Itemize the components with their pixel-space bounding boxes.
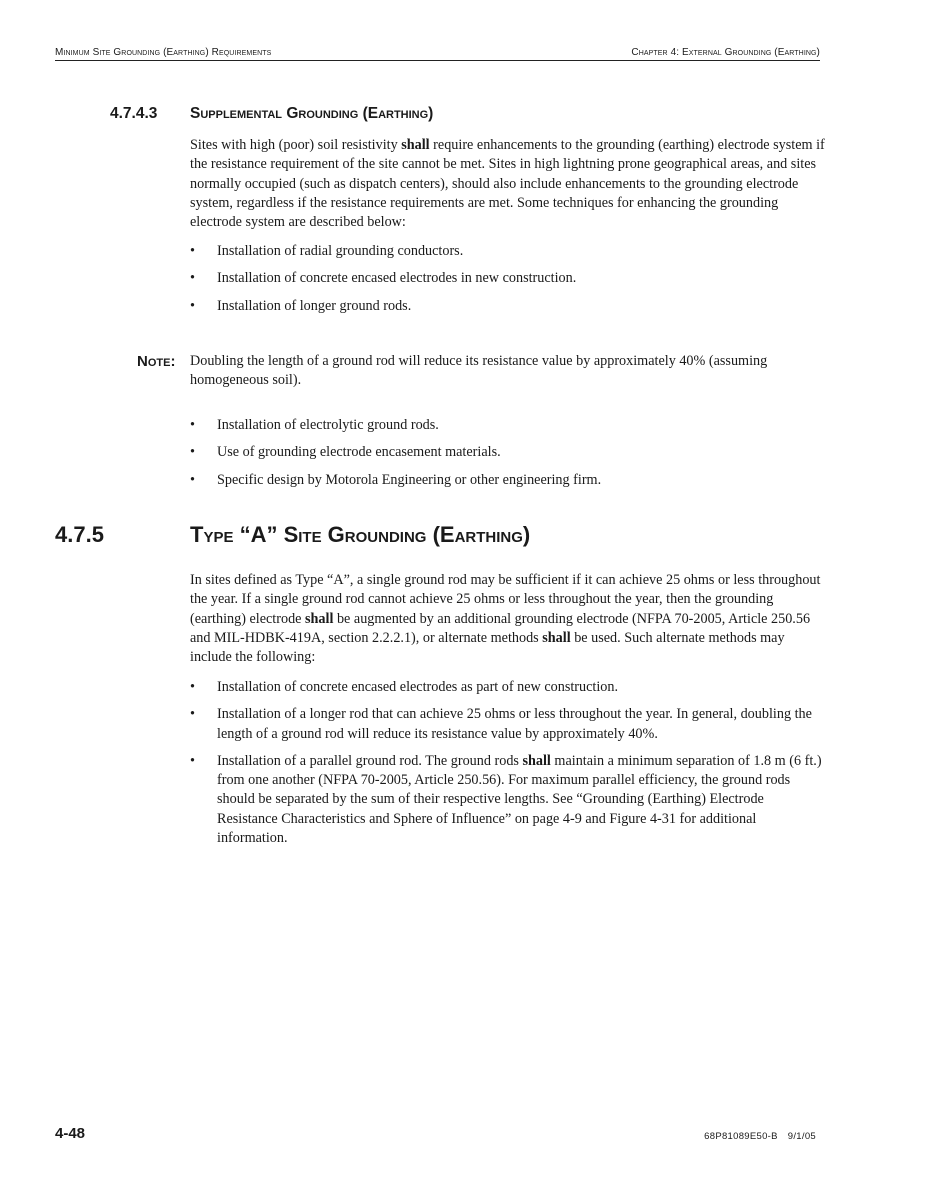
section-title: Supplemental Grounding (Earthing) bbox=[190, 105, 434, 122]
note-text: Doubling the length of a ground rod will reduce its resistance value by approximately 40% (assuming homogeneous soil). bbox=[190, 353, 768, 389]
doc-date: 9/1/05 bbox=[787, 1131, 816, 1142]
note-label: Note: bbox=[137, 353, 176, 370]
header-left-title: Minimum Site Grounding (Earthing) Requirements bbox=[55, 47, 272, 58]
section-number: 4.7.4.3 bbox=[110, 105, 158, 122]
supplemental-bullet-list-a bbox=[190, 242, 825, 316]
section-number: 4.7.5 bbox=[55, 522, 104, 547]
list-item: • Installation of longer ground rods. bbox=[190, 297, 825, 316]
supplemental-intro-paragraph: Sites with high (poor) soil resistivity shall require enhancements to the grounding (earthing) electrode system if the resistance requirement of the site cannot be met. Sites in high lightning prone geographical areas, and sites normally occupied (such as dispatch centers), should also include enhancements to the grounding electrode system, regardless if the resistance requirements are met. Some techniques for enhancing the grounding electrode system are described below: bbox=[190, 137, 825, 231]
section-heading-4-7-4-3 bbox=[110, 105, 830, 123]
type-a-bullet-list bbox=[190, 678, 825, 848]
list-item: • Specific design by Motorola Engineering or other engineering firm. bbox=[190, 471, 825, 490]
list-item: • Installation of a longer rod that can achieve 25 ohms or less throughout the year. In general, doubling the length of a ground rod will reduce its resistance value by approximately 40%. bbox=[190, 705, 825, 744]
type-a-intro-paragraph: In sites defined as Type “A”, a single ground rod may be sufficient if it can achieve 25 ohms or less throughout the year. If a single ground rod cannot achieve 25 ohms or less throughout the year, then the grounding (earthing) electrode shall be augmented by an additional grounding electrode (NFPA 70-2005, Article 250.56 and MIL-HDBK-419A, section 2.2.2.1), or alternate methods shall be used. Such alternate methods may include the following: bbox=[190, 572, 821, 666]
list-item: • Installation of concrete encased electrodes as part of new construction. bbox=[190, 678, 825, 697]
list-item: • Use of grounding electrode encasement materials. bbox=[190, 443, 825, 462]
section-title: Type “A” Site Grounding (Earthing) bbox=[190, 522, 531, 547]
list-item: • Installation of a parallel ground rod. The ground rods shall maintain a minimum separation of 1.8 m (6 ft.) from one another (NFPA 70-2005, Article 250.56). For maximum parallel efficiency, the ground rods should be separated by the sum of their respective lengths. See “Grounding (Earthing) Electrode Resistance Characteristics and Sphere of Influence” on page 4-9 and Figure 4-31 for additional information. bbox=[190, 752, 825, 848]
section-heading-4-7-5 bbox=[55, 522, 835, 548]
header-right-chapter: Chapter 4: External Grounding (Earthing) bbox=[631, 47, 820, 58]
list-item: • Installation of concrete encased electrodes in new construction. bbox=[190, 269, 825, 288]
list-item: • Installation of electrolytic ground rods. bbox=[190, 416, 825, 435]
supplemental-bullet-list-b bbox=[190, 416, 825, 490]
doc-id: 68P81089E50-B bbox=[704, 1131, 778, 1142]
page-number: 4-48 bbox=[55, 1125, 86, 1142]
footer-doc-info bbox=[704, 1131, 816, 1142]
running-header bbox=[55, 47, 820, 61]
list-item: • Installation of radial grounding conductors. bbox=[190, 242, 825, 261]
